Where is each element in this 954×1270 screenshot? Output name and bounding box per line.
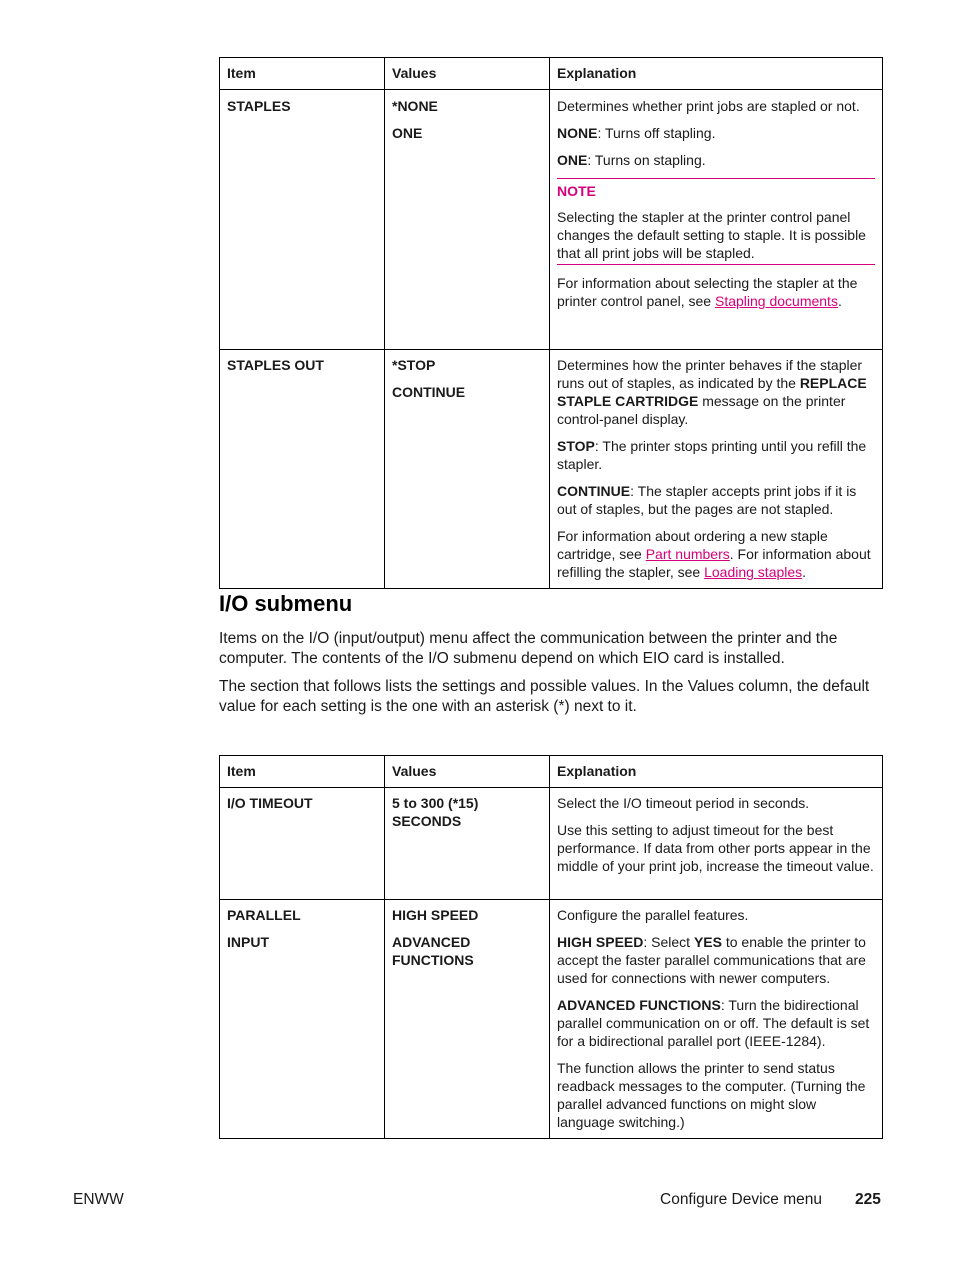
table-row [220, 90, 883, 350]
value-stop: *STOP [392, 357, 436, 373]
table-row [220, 900, 883, 1139]
page-number: 225 [855, 1191, 881, 1208]
staples-description: Determines whether print jobs are stapled or not. [557, 98, 860, 114]
staples-out-info-text: For information about ordering a new staple cartridge, see Part numbers. For information about refilling the stapler, see Loading staples. [557, 528, 871, 580]
table-row [220, 350, 883, 589]
values-paragraph: The section that follows lists the settings and possible values. In the Values column, the default value for each setting is the one with an asterisk (*) next to it. [219, 678, 870, 715]
item-staples: STAPLES [220, 90, 385, 350]
item-input: INPUT [227, 934, 269, 950]
header-explanation: Explanation [550, 756, 883, 788]
table-header-row [220, 58, 883, 90]
header-values: Values [385, 58, 550, 90]
table-row [220, 788, 883, 900]
one-option-text: ONE: Turns on stapling. [557, 152, 706, 168]
item-io-timeout: I/O TIMEOUT [220, 788, 385, 900]
values-io-timeout: 5 to 300 (*15) SECONDS [385, 788, 550, 900]
part-numbers-link[interactable]: Part numbers [645, 546, 730, 562]
explanation-staples [550, 90, 883, 350]
io-settings-table [219, 755, 883, 1139]
staples-info-text: For information about selecting the stapler at the printer control panel, see Stapling documents. [557, 275, 858, 309]
value-advanced-functions: ADVANCED FUNCTIONS [392, 934, 474, 968]
header-values: Values [385, 756, 550, 788]
parallel-description: Configure the parallel features. [557, 907, 749, 923]
item-parallel-input [220, 900, 385, 1139]
continue-option-text: CONTINUE: The stapler accepts print jobs if it is out of staples, but the pages are not stapled. [557, 483, 857, 517]
header-explanation: Explanation [550, 58, 883, 90]
intro-paragraph: Items on the I/O (input/output) menu affect the communication between the printer and the computer. The contents of the I/O submenu depend on which EIO card is installed. [219, 630, 838, 667]
value-high-speed: HIGH SPEED [392, 907, 479, 923]
stop-option-text: STOP: The printer stops printing until you refill the stapler. [557, 438, 867, 472]
staples-settings-table [219, 57, 883, 589]
note-title: NOTE [557, 178, 875, 200]
footer-left: ENWW [73, 1191, 124, 1208]
item-parallel: PARALLEL [227, 907, 301, 923]
section-title: I/O submenu [219, 591, 353, 616]
value-continue: CONTINUE [392, 384, 466, 400]
header-item: Item [220, 58, 385, 90]
io-timeout-detail: Use this setting to adjust timeout for the best performance. If data from other ports appear in the middle of your print job, increase the timeout value. [557, 822, 874, 874]
header-item: Item [220, 756, 385, 788]
footer-section: Configure Device menu [660, 1191, 822, 1208]
value-none: *NONE [392, 98, 438, 114]
table-header-row [220, 756, 883, 788]
item-staples-out: STAPLES OUT [220, 350, 385, 589]
values-parallel [385, 900, 550, 1139]
explanation-parallel [550, 900, 883, 1139]
loading-staples-link[interactable]: Loading staples [704, 564, 803, 580]
stapling-documents-link[interactable]: Stapling documents [714, 293, 838, 309]
value-one: ONE [392, 125, 423, 141]
values-staples [385, 90, 550, 350]
explanation-staples-out [550, 350, 883, 589]
io-timeout-description: Select the I/O timeout period in seconds. [557, 795, 810, 811]
advanced-functions-text: ADVANCED FUNCTIONS: Turn the bidirectional parallel communication on or off. The default is set for a bidirectional parallel port (IEEE-1284). [557, 997, 870, 1049]
staples-out-description: Determines how the printer behaves if the stapler runs out of staples, as indicated by the REPLACE STAPLE CARTRIDGE message on the printer control-panel display. [557, 357, 867, 427]
values-staples-out [385, 350, 550, 589]
high-speed-text: HIGH SPEED: Select YES to enable the printer to accept the faster parallel communications that are used for connections with newer computers. [557, 934, 866, 986]
explanation-io-timeout [550, 788, 883, 900]
readback-text: The function allows the printer to send status readback messages to the computer. (Turning the parallel advanced functions on might slow language switching.) [557, 1060, 866, 1130]
none-option-text: NONE: Turns off stapling. [557, 125, 716, 141]
note-body: Selecting the stapler at the printer control panel changes the default setting to staple. It is possible that all print jobs will be stapled. [557, 208, 875, 265]
